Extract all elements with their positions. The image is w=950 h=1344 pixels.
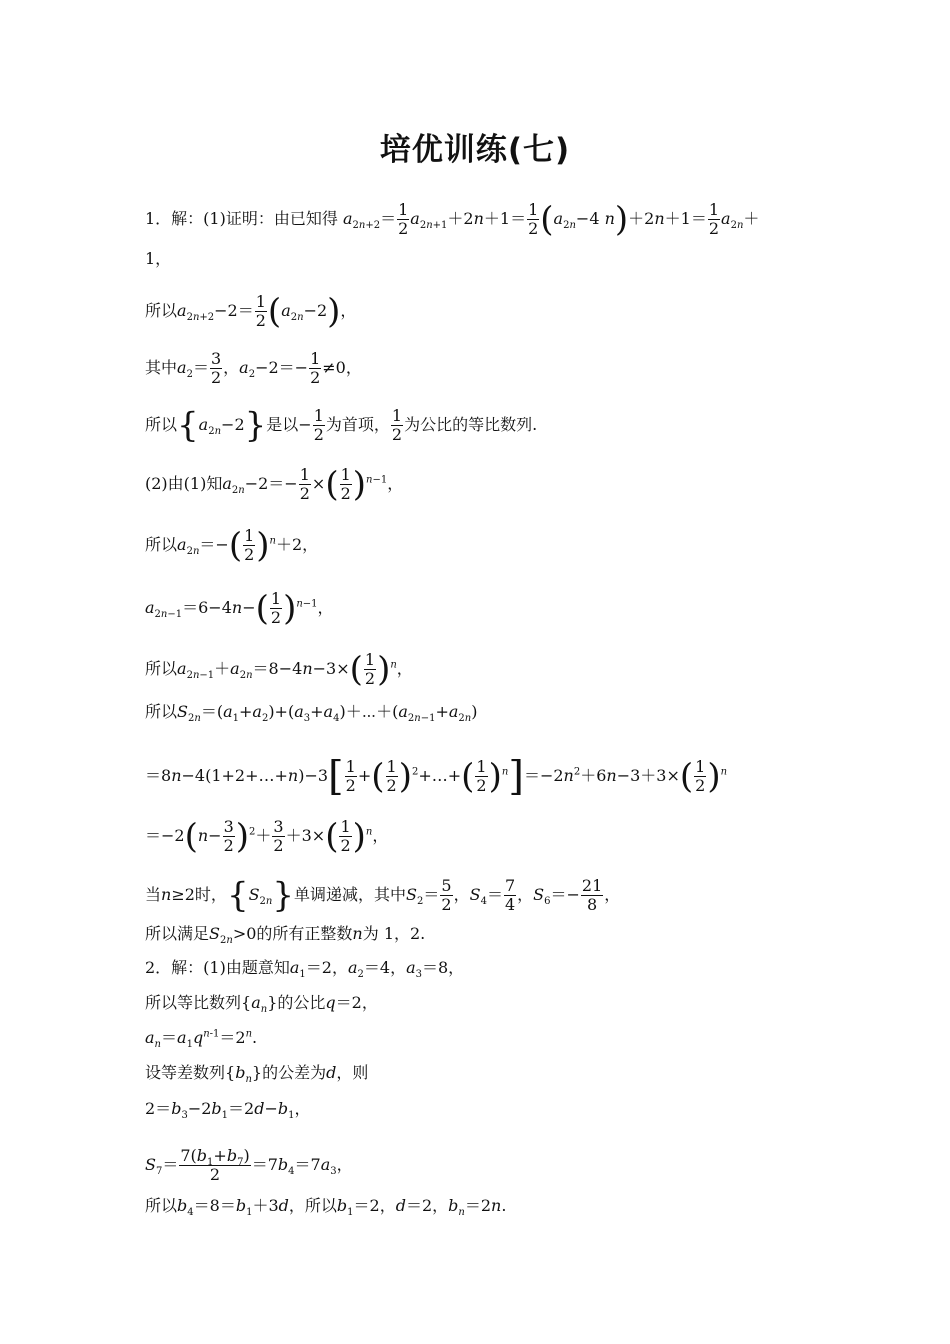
solution-2-line-7: 所以$b_4=8=b_1+3d$，所以$b_1=2$，d＝2，$b_n=2n$. [145, 1196, 507, 1219]
solution-1-line-10: ＝8n−4(1+2+…+n)−3[ $\frac{1}{2}$ +( $\frac{1}{2}$ )$^2$+…+( $\frac{1}{2}$ )$^n]=-2n^2+6n-3+3\times$( $\frac{1}{2}$ )$^n$ [145, 753, 728, 800]
text-lead: 其中 [145, 358, 178, 377]
solution-2-line-1: 2．解：(1)由题意知$a_1=2$，$a_2=4$，$a_3=8$， [145, 958, 465, 981]
solution-1-line-8: 所以$a_{2n-1}+a_{2n}=8-4n-3\times$( $\frac{1}{2}$ )$^n$， [145, 649, 413, 690]
text-lead: 所以 [145, 659, 178, 678]
text-lead: 所以等比数列 [145, 993, 242, 1012]
solution-2-line-3: $a_n=a_1q^{n-1}=2^n$. [145, 1028, 258, 1051]
text-lead: (2)由(1)知 [145, 474, 223, 493]
solution-1-line-5: (2)由(1)知$a_{2n}-2=-$ $\frac{1}{2}$ ×( $\frac{1}{2}$ )$^{n-1}$， [145, 464, 404, 505]
solution-1-label: 1．解：(1)证明：由已知得 [145, 209, 338, 228]
text-tail: 为 1，2. [362, 924, 426, 943]
solution-1-line-1: 1．解：(1)证明：由已知得 $a_{2n+2}=$ $\frac{1}{2}$ $a_{2n+1}+2n+1=$ $\frac{1}{2}$ ($a_{2n}-4$ n)＋2n＋1＝ $\frac{1}{2}$ $a_{2n}+$ [145, 199, 760, 240]
text-lead: 所以 [145, 1196, 178, 1215]
solution-2-label: 2．解：(1)由题意知 [145, 958, 290, 977]
solution-1-line-12: 当n≥2时，$\{S_{2n}\}$单调递减，其中$S_2=$ $\frac{5}{2}$ ，$S_4=$ $\frac{7}{4}$ ，$S_6=-$ $\frac{21}{8}$ ， [145, 875, 621, 916]
text-lead: 所以满足 [145, 924, 210, 943]
solution-1-line-6: 所以$a_{2n}=-$( $\frac{1}{2}$ )$^n$＋2， [145, 525, 319, 566]
text-lead: 设等差数列 [145, 1063, 226, 1082]
solution-1-line-3: 其中$a_2=$ $\frac{3}{2}$ ，$a_2-2=-$ $\frac{1}{2}$ ≠0， [145, 349, 362, 387]
text-tail: ，则 [336, 1063, 369, 1082]
solution-2-line-2: 所以等比数列$\{a_n\}$的公比q＝2， [145, 993, 378, 1016]
solution-1-line-11: ＝−2(n− $\frac{3}{2}$ )$^2$＋ $\frac{3}{2}$ ＋3×( $\frac{1}{2}$ )$^n$， [145, 816, 389, 857]
text-mid: ，所以 [288, 1196, 337, 1215]
page-title: 培优训练(七) [379, 132, 571, 168]
solution-1-line-7: $a_{2n-1}=6-4n-$( $\frac{1}{2}$ )$^{n-1}$， [145, 588, 334, 629]
solution-2-line-6: $S_7=$ $\frac{7(b_1+b_7)}{2}$ $=7b_4=7a_3$， [145, 1146, 353, 1184]
text-lead: 所以 [145, 301, 178, 320]
text-mid: 时， [194, 885, 227, 904]
text-lead: 所以 [145, 535, 178, 554]
solution-1-line-1-cont: 1， [145, 249, 172, 268]
solution-1-line-13: 所以满足$S_{2n}>0$的所有正整数n为 1，2. [145, 924, 426, 947]
text-lead: 当 [145, 885, 162, 904]
text-mid: 单调递减，其中 [294, 885, 407, 904]
text-mid: 为首项， [325, 415, 390, 434]
text-mid: 的所有正整数 [256, 924, 353, 943]
solution-1-line-2: 所以$a_{2n+2}-2=$ $\frac{1}{2}$ $(a_{2n}-2)$， [145, 291, 357, 332]
text-mid: 的公差为 [262, 1063, 327, 1082]
text-tail: 为公比的等比数列. [404, 415, 538, 434]
text-mid: 是以 [266, 415, 299, 434]
text-lead: 所以 [145, 415, 178, 434]
solution-2-line-5: $2=b_3-2b_1=2d-b_1$， [145, 1099, 311, 1122]
solution-2-line-4: 设等差数列$\{b_n\}$的公差为d，则 [145, 1063, 369, 1086]
solution-1-line-4: 所以$\{a_{2n}-2\}$是以− $\frac{1}{2}$ 为首项， $\frac{1}{2}$ 为公比的等比数列. [145, 405, 538, 446]
text-mid: 的公比 [277, 993, 326, 1012]
text-lead: 所以 [145, 702, 178, 721]
solution-1-line-9: 所以$S_{2n}=(a_1+a_2)+(a_3+a_4)+\cdots+(a_{2n-1}+a_{2n})$ [145, 702, 478, 725]
